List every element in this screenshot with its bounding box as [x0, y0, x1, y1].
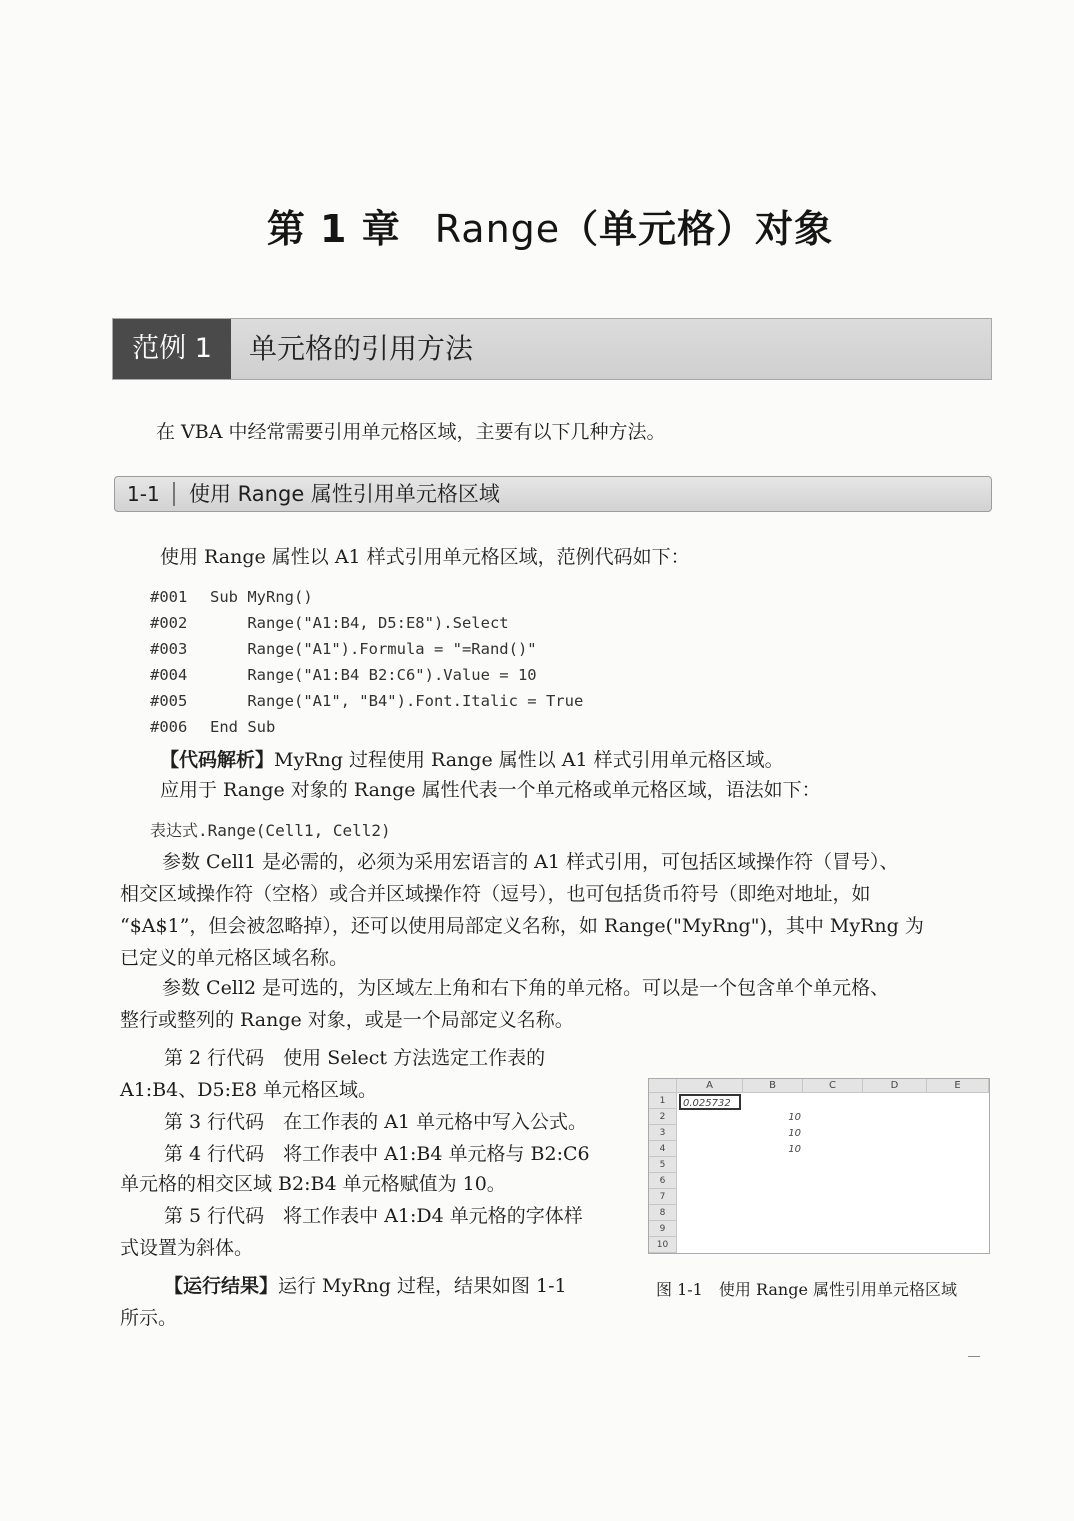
analysis-label: 【代码解析】 — [160, 749, 275, 771]
section-divider — [173, 482, 175, 506]
explain-line: A1:B4、D5:E8 单元格区域。 — [120, 1079, 377, 1101]
row-header: 8 — [649, 1205, 677, 1221]
explain-line: 单元格的相交区域 B2:B4 单元格赋值为 10。 — [120, 1173, 506, 1195]
column-header: C — [803, 1079, 863, 1093]
column-header: B — [743, 1079, 803, 1093]
cell2-line: 整行或整列的 Range 对象，或是一个局部定义名称。 — [120, 1009, 574, 1031]
explain-line: 第 3 行代码 在工作表的 A1 单元格中写入公式。 — [164, 1111, 588, 1133]
spreadsheet-figure — [648, 1078, 990, 1254]
example-header — [112, 318, 992, 380]
chapter-title-range: Range — [434, 207, 561, 251]
explain-line: 式设置为斜体。 — [120, 1237, 254, 1259]
figure-caption: 图 1-1 使用 Range 属性引用单元格区域 — [656, 1280, 957, 1299]
line-number: #002 — [150, 614, 188, 632]
result-line: 所示。 — [120, 1307, 178, 1329]
cell1-line: 参数 Cell1 是必需的，必须为采用宏语言的 A1 样式引用，可包括区域操作符（冒号）、 — [162, 851, 899, 873]
example-title: 单元格的引用方法 — [249, 332, 474, 365]
section-header — [114, 476, 992, 512]
cell1-line: 相交区域操作符（空格）或合并区域操作符（逗号），也可包括货币符号（即绝对地址，如 — [120, 883, 871, 905]
row-header: 5 — [649, 1157, 677, 1173]
syntax-line: 表达式.Range(Cell1, Cell2) — [150, 821, 391, 840]
row-header: 6 — [649, 1173, 677, 1189]
analysis-text: MyRng 过程使用 Range 属性以 A1 样式引用单元格区域。 — [274, 749, 784, 771]
row-header: 10 — [649, 1237, 677, 1253]
explain-line: 第 2 行代码 使用 Select 方法选定工作表的 — [164, 1047, 546, 1069]
cell-b3[interactable]: 10 — [788, 1128, 801, 1139]
row-header: 7 — [649, 1189, 677, 1205]
line-number: #001 — [150, 588, 188, 606]
code-text: Sub MyRng() — [210, 588, 313, 606]
cell2-line: 参数 Cell2 是可选的，为区域左上角和右下角的单元格。可以是一个包含单个单元格、 — [162, 977, 890, 999]
section-title: 使用 Range 属性引用单元格区域 — [189, 482, 500, 506]
code-text: Range("A1", "B4").Font.Italic = True — [210, 692, 584, 710]
column-header: E — [927, 1079, 989, 1093]
code-line — [150, 636, 583, 662]
cell-a1[interactable]: 0.025732 — [679, 1094, 741, 1110]
intro-paragraph: 在 VBA 中经常需要引用单元格区域，主要有以下几种方法。 — [156, 421, 666, 443]
row-header: 2 — [649, 1109, 677, 1125]
result-text: 运行 MyRng 过程，结果如图 1-1 — [278, 1275, 567, 1297]
column-header: A — [677, 1079, 743, 1093]
cell1-line: “$A$1”，但会被忽略掉），还可以使用局部定义名称，如 Range("MyRng")，其中 MyRng 为 — [120, 915, 924, 937]
code-line — [150, 662, 583, 688]
code-text: Range("A1:B4, D5:E8").Select — [210, 614, 509, 632]
code-text: Range("A1").Formula = "=Rand()" — [210, 640, 537, 658]
explain-line: 第 5 行代码 将工作表中 A1:D4 单元格的字体样 — [164, 1205, 583, 1227]
line-number: #006 — [150, 718, 188, 736]
apply-paragraph: 应用于 Range 对象的 Range 属性代表一个单元格或单元格区域，语法如下： — [160, 779, 821, 801]
section-intro: 使用 Range 属性以 A1 样式引用单元格区域，范例代码如下： — [160, 546, 690, 568]
chapter-number: 第 1 章 — [266, 207, 401, 251]
line-number: #004 — [150, 666, 188, 684]
code-line — [150, 714, 583, 740]
analysis-paragraph — [160, 744, 784, 776]
explain-line: 第 4 行代码 将工作表中 A1:B4 单元格与 B2:C6 — [164, 1143, 590, 1165]
row-header: 4 — [649, 1141, 677, 1157]
code-text: End Sub — [210, 718, 276, 736]
result-label: 【运行结果】 — [164, 1275, 279, 1297]
row-header: 1 — [649, 1093, 677, 1109]
code-block — [150, 584, 583, 740]
code-line — [150, 610, 583, 636]
cell-b4[interactable]: 10 — [788, 1144, 801, 1155]
chapter-title — [0, 198, 1074, 253]
line-number: #003 — [150, 640, 188, 658]
result-line — [164, 1270, 567, 1302]
cell-b2[interactable]: 10 — [788, 1112, 801, 1123]
chapter-title-suffix: （单元格）对象 — [560, 207, 834, 251]
row-header: 3 — [649, 1125, 677, 1141]
cell1-line: 已定义的单元格区域名称。 — [120, 947, 349, 969]
code-line — [150, 688, 583, 714]
code-text: Range("A1:B4 B2:C6").Value = 10 — [210, 666, 537, 684]
code-line — [150, 584, 583, 610]
corner-header — [649, 1079, 677, 1093]
section-number: 1-1 — [127, 482, 160, 506]
row-header: 9 — [649, 1221, 677, 1237]
column-header: D — [863, 1079, 927, 1093]
page-mark — [968, 1356, 980, 1357]
line-number: #005 — [150, 692, 188, 710]
example-label: 范例 1 — [113, 319, 231, 379]
